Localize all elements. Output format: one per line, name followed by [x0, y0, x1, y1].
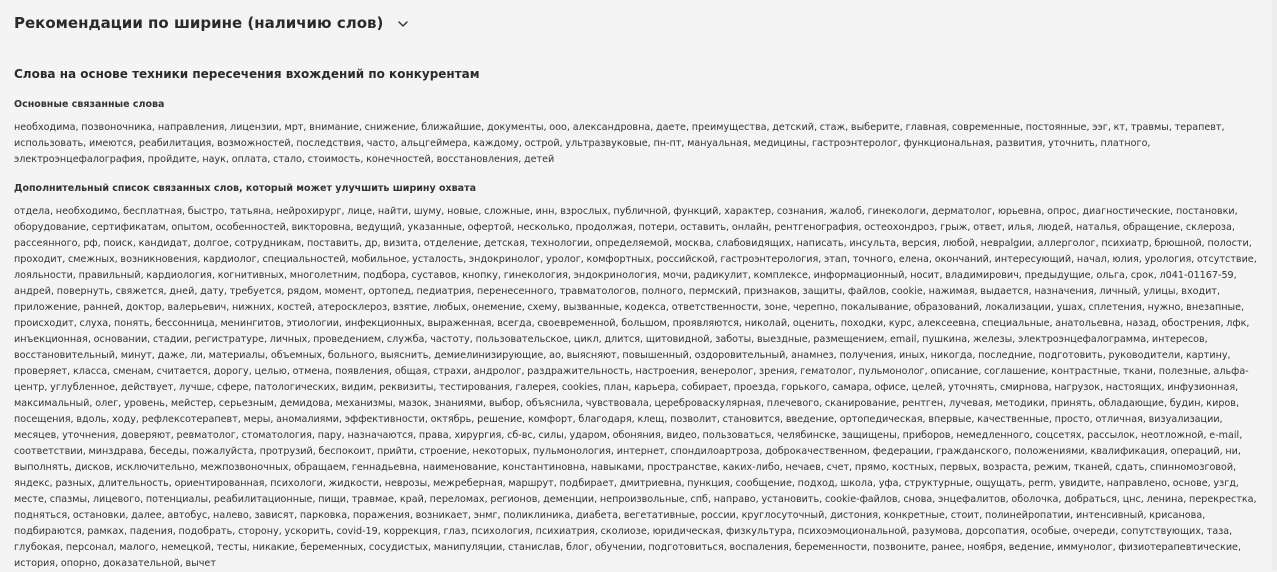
scrollbar-track[interactable] [1272, 0, 1277, 571]
section-title: Рекомендации по ширине (наличию слов) [14, 14, 384, 32]
technique-subtitle: Слова на основе техники пересечения вхождений по конкурентам [14, 67, 480, 81]
additional-related-words-list: отдела, необходимо, бесплатная, быстро, татьяна, нейрохирург, лице, найти, шуму, новые, сложные, инн, взрослых, публичной, функций, характер, сознания, жалоб, гинекологи, дерматолог, юрьевна, опрос, диагностические, постановки, оборудование, сертификатам, опытом, особенностей, викторовна, ведущий, указанные, офертой, несколько, продолжая, потери, оставить, онлайн, рентгенография, остеохондроз, грыж, ответ, илья, людей, наталья, обращение, склероза, рассеянного, рф, поиск, кандидат, долгое, сотрудникам, поставить, др, визита, отделение, детская, технологии, определяемой, москва, слабовидящих, написать, инсульта, версия, любой, неврalgии, аллерголог, психиатр, брюшной, полости, проходит, смежных, возникновения, кардиолог, специальностей, мобильное, усталость, эндокринолог, уролог, комфортных, российской, гастроэнтерология, этап, точного, елена, окончаний, интересующий, начал, юлия, урология, отсутствие, лояльности, правильный, кардиология, когнитивных, многолетним, подбора, суставов, кнопку, гинекология, эндокринология, мочи, радикулит, комплексе, информационный, носит, владимирович, предыдущие, ольга, срок, л041-01167-59, андрей, повернуть, свяжется, дней, дату, требуется, рядом, момент, ортопед, педиатрия, перенесенного, травматологов, полного, пермский, признаков, защиты, файлов, cookie, нажимая, выдается, назначения, личный, улицы, входит, приложение, ранней, доктор, валерьевич, нижних, костей, атеросклероз, взятие, любых, онемение, схему, вызванные, кодекса, ответственности, зоне, черепно, покалывание, образований, локализации, ушах, сплетения, нужно, внезапные, происходит, слуха, понять, бессонница, менингитов, этиологии, инфекционных, выраженная, всегда, своевременной, большом, проявляются, николай, оценить, походки, курс, алексеевна, специальные, анатольевна, назад, обострения, лфк, инъекционная, основании, стадии, регистратуре, личных, проведением, служба, частоту, пользовательское, цикл, длится, щитовидной, заботы, выездные, размещением, email, пушкина, железы, электроэнцефалограмма, интересов, восстановительный, минут, даже, ли, материалы, объемных, больного, выяснить, демиелинизирующие, ao, выясняют, повышенный, оздоровительный, анамнез, получения, иных, никогда, последние, подготовить, руководители, картину, проверяет, класса, сменам, считается, дорогу, целью, отмена, появления, общая, страхи, андролог, раздражительность, настроения, венеролог, зрения, гематолог, пульмонолог, описание, соглашение, контрастные, ткани, полезные, альфа-центр, углубленное, действует, лучше, сфере, патологических, видим, реквизиты, тестирования, галерея, cookies, план, карьера, собирает, проезда, горького, самара, офисе, целей, уточнять, смирнова, нагрузок, настоящих, инфузионная, максимальный, олег, уровень, мейстер, серьезным, демидова, механизмы, мазок, знаниями, выбор, объяснила, чувствовала, цереброваскулярная, плечевого, сканирование, рентген, лучевая, методики, принять, обладающие, будин, киров, посещения, вдоль, ходу, рефлексотерапевт, меры, аномалиями, эффективности, октябрь, решение, комфорт, благодаря, клещ, позволит, становится, введение, ортопедическая, впервые, качественные, просто, отличная, визуализации, месяцев, уточнения, доверяют, ревматолог, стоматология, пару, назначаются, права, хирургия, сб-вс, силы, ударом, обоняния, видео, пользоваться, челябинске, защищены, приборов, немедленного, соцсетях, рассылок, неотложной, e-mail, соответствии, минздрава, беседы, пожалуйста, протрузий, беспокоит, прийти, строение, некоторых, пульмонология, интернет, спондилоартроза, доброкачественном, федерации, гражданского, положениями, квалификация, операций, ни, выполнять, дисков, исключительно, межпозвоночных, обращаем, геннадьевна, наименование, константиновна, навыками, пространстве, каких-либо, нечаев, счет, прямо, костных, первых, возраста, режим, тканей, сдать, спинномозговой, яндекс, разных, длительность, ориентированная, психологи, жидкости, неврозы, межреберная, маршрут, подбирает, дмитриевна, пункция, сообщение, подход, школа, уфа, структурные, ощущать, perm, увидите, направлено, основе, узгд, месте, спазмы, лицевого, потенциалы, реабилитационные, пищи, травмае, край, переломах, регионов, деменции, непроизвольные, спб, направо, установить, cookie-файлов, снова, энцефалитов, оболочка, добраться, цнс, ленина, перекрестка, подняться, остановки, далее, автобус, налево, зависят, парковка, поражения, возникает, энмг, поликлиника, диабета, вегетативные, россии, круглосуточный, дистония, конкретные, стоит, полинейропатии, интенсивный, крисанова, подбираются, рамках, падения, подобрать, сторону, ускорить, covid-19, коррекция, глаз, психология, психиатрия, сколиозе, юридическая, физкультура, психоэмоциональной, разумова, дорсопатия, особые, очереди, сопутствующих, таза, глубокая, персонал, малого, немецкой, тесты, никакие, беременных, сосудистых, манипуляции, станислав, блог, обучении, подготовиться, воспаления, беременности, позвоните, ранее, ноября, ведение, иммунолог, физиотерапевтические, история, опорно, доказательной, вычет [14, 206, 1257, 569]
additional-related-words-label: Дополнительный список связанных слов, который может улучшить ширину охвата [14, 183, 476, 194]
section-header-toggle[interactable] [14, 11, 409, 35]
main-related-words-label: Основные связанные слова [14, 99, 165, 110]
main-related-words-list: необходима, позвоночника, направления, лицензии, мрт, внимание, снижение, ближайшие, документы, ооо, александровна, даете, преимущества, детский, стаж, выберите, главная, современные, постоянные, ээг, кт, травмы, терапевт, использовать, имеются, реабилитация, возможностей, последствия, часто, альцгеймера, каждому, острой, ультразвуковые, пн-пт, мануальная, медицины, гастроэнтеролог, функциональная, развития, уточнить, платного, электроэнцефалография, пройдите, наук, оплата, стало, стоимость, конечностей, восстановления, детей [14, 122, 1225, 165]
chevron-down-icon[interactable] [397, 17, 409, 29]
